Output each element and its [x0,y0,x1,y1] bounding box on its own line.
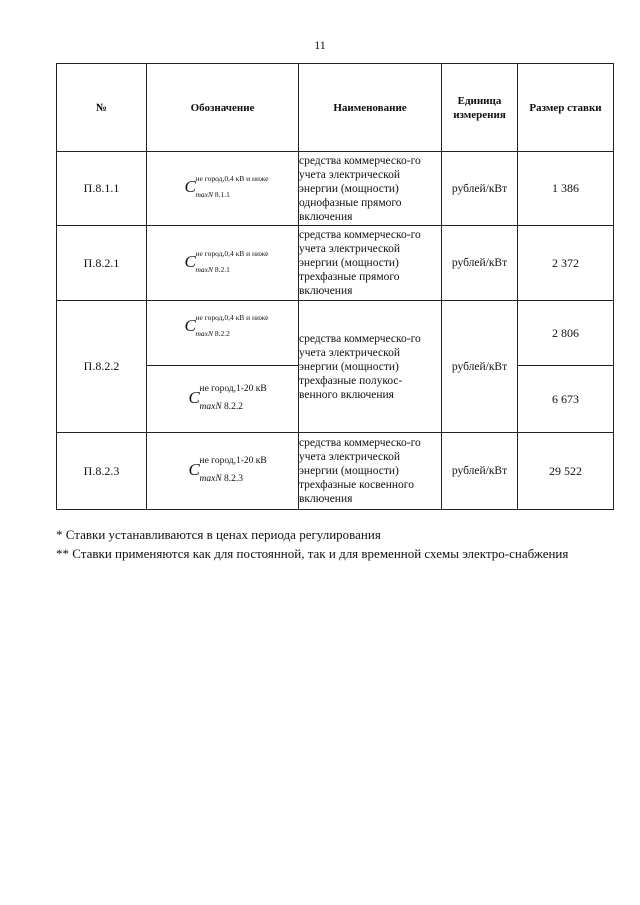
tariff-symbol: C не город,1-20 кВ maxN 8.2.3 [188,455,267,484]
row-unit: рублей/кВт [442,152,518,226]
header-designation: Обозначение [147,64,299,152]
row-rate: 1 386 [518,152,614,226]
footnote-1: * Ставки устанавливаются в ценах периода регулирования [56,527,381,542]
row-designation [147,433,299,510]
row-name: средства коммерческо-го учета электрической энергии (мощности) трехфазные прямого включения [299,226,442,301]
row-unit: рублей/кВт [442,301,518,433]
table-row [57,226,614,301]
tariff-table [56,63,614,510]
table-row [57,152,614,226]
row-number: П.8.2.1 [57,226,147,301]
header-rate: Размер ставки [518,64,614,152]
row-designation [147,152,299,226]
page-number: 11 [314,38,326,52]
row-name: средства коммерческо-го учета электрической энергии (мощности) трехфазные полукос-венного включения [299,301,442,433]
tariff-symbol: C не город,0,4 кВ и ниже maxN 8.1.1 [184,174,269,199]
row-unit: рублей/кВт [442,226,518,301]
row-name: средства коммерческо-го учета электрической энергии (мощности) однофазные прямого включения [299,152,442,226]
row-number: П.8.2.2 [57,301,147,433]
row-number: П.8.2.3 [57,433,147,510]
row-rate: 29 522 [518,433,614,510]
row-unit: рублей/кВт [442,433,518,510]
header-number: № [57,64,147,152]
tariff-symbol: C не город,0,4 кВ и ниже maxN 8.2.1 [184,248,269,274]
row-number: П.8.1.1 [57,152,147,226]
row-rate: 2 372 [518,226,614,301]
tariff-symbol: C не город,0,4 кВ и ниже maxN 8.2.2 [184,312,269,338]
tariff-symbol: C не город,1-20 кВ maxN 8.2.2 [188,383,267,412]
row-rate: 6 673 [518,366,614,433]
footnote-2: ** Ставки применяются как для постоянной, так и для временной схемы электро-снабжения [56,546,569,561]
row-designation [147,226,299,301]
header-unit: Единица измерения [442,64,518,152]
table-row [57,433,614,510]
row-designation [147,301,299,366]
footnotes [56,527,616,565]
row-rate: 2 806 [518,301,614,366]
header-name: Наименование [299,64,442,152]
row-name: средства коммерческо-го учета электрической энергии (мощности) трехфазные косвенного включения [299,433,442,510]
table-row [57,301,614,366]
table-header-row [57,64,614,152]
row-designation [147,366,299,433]
